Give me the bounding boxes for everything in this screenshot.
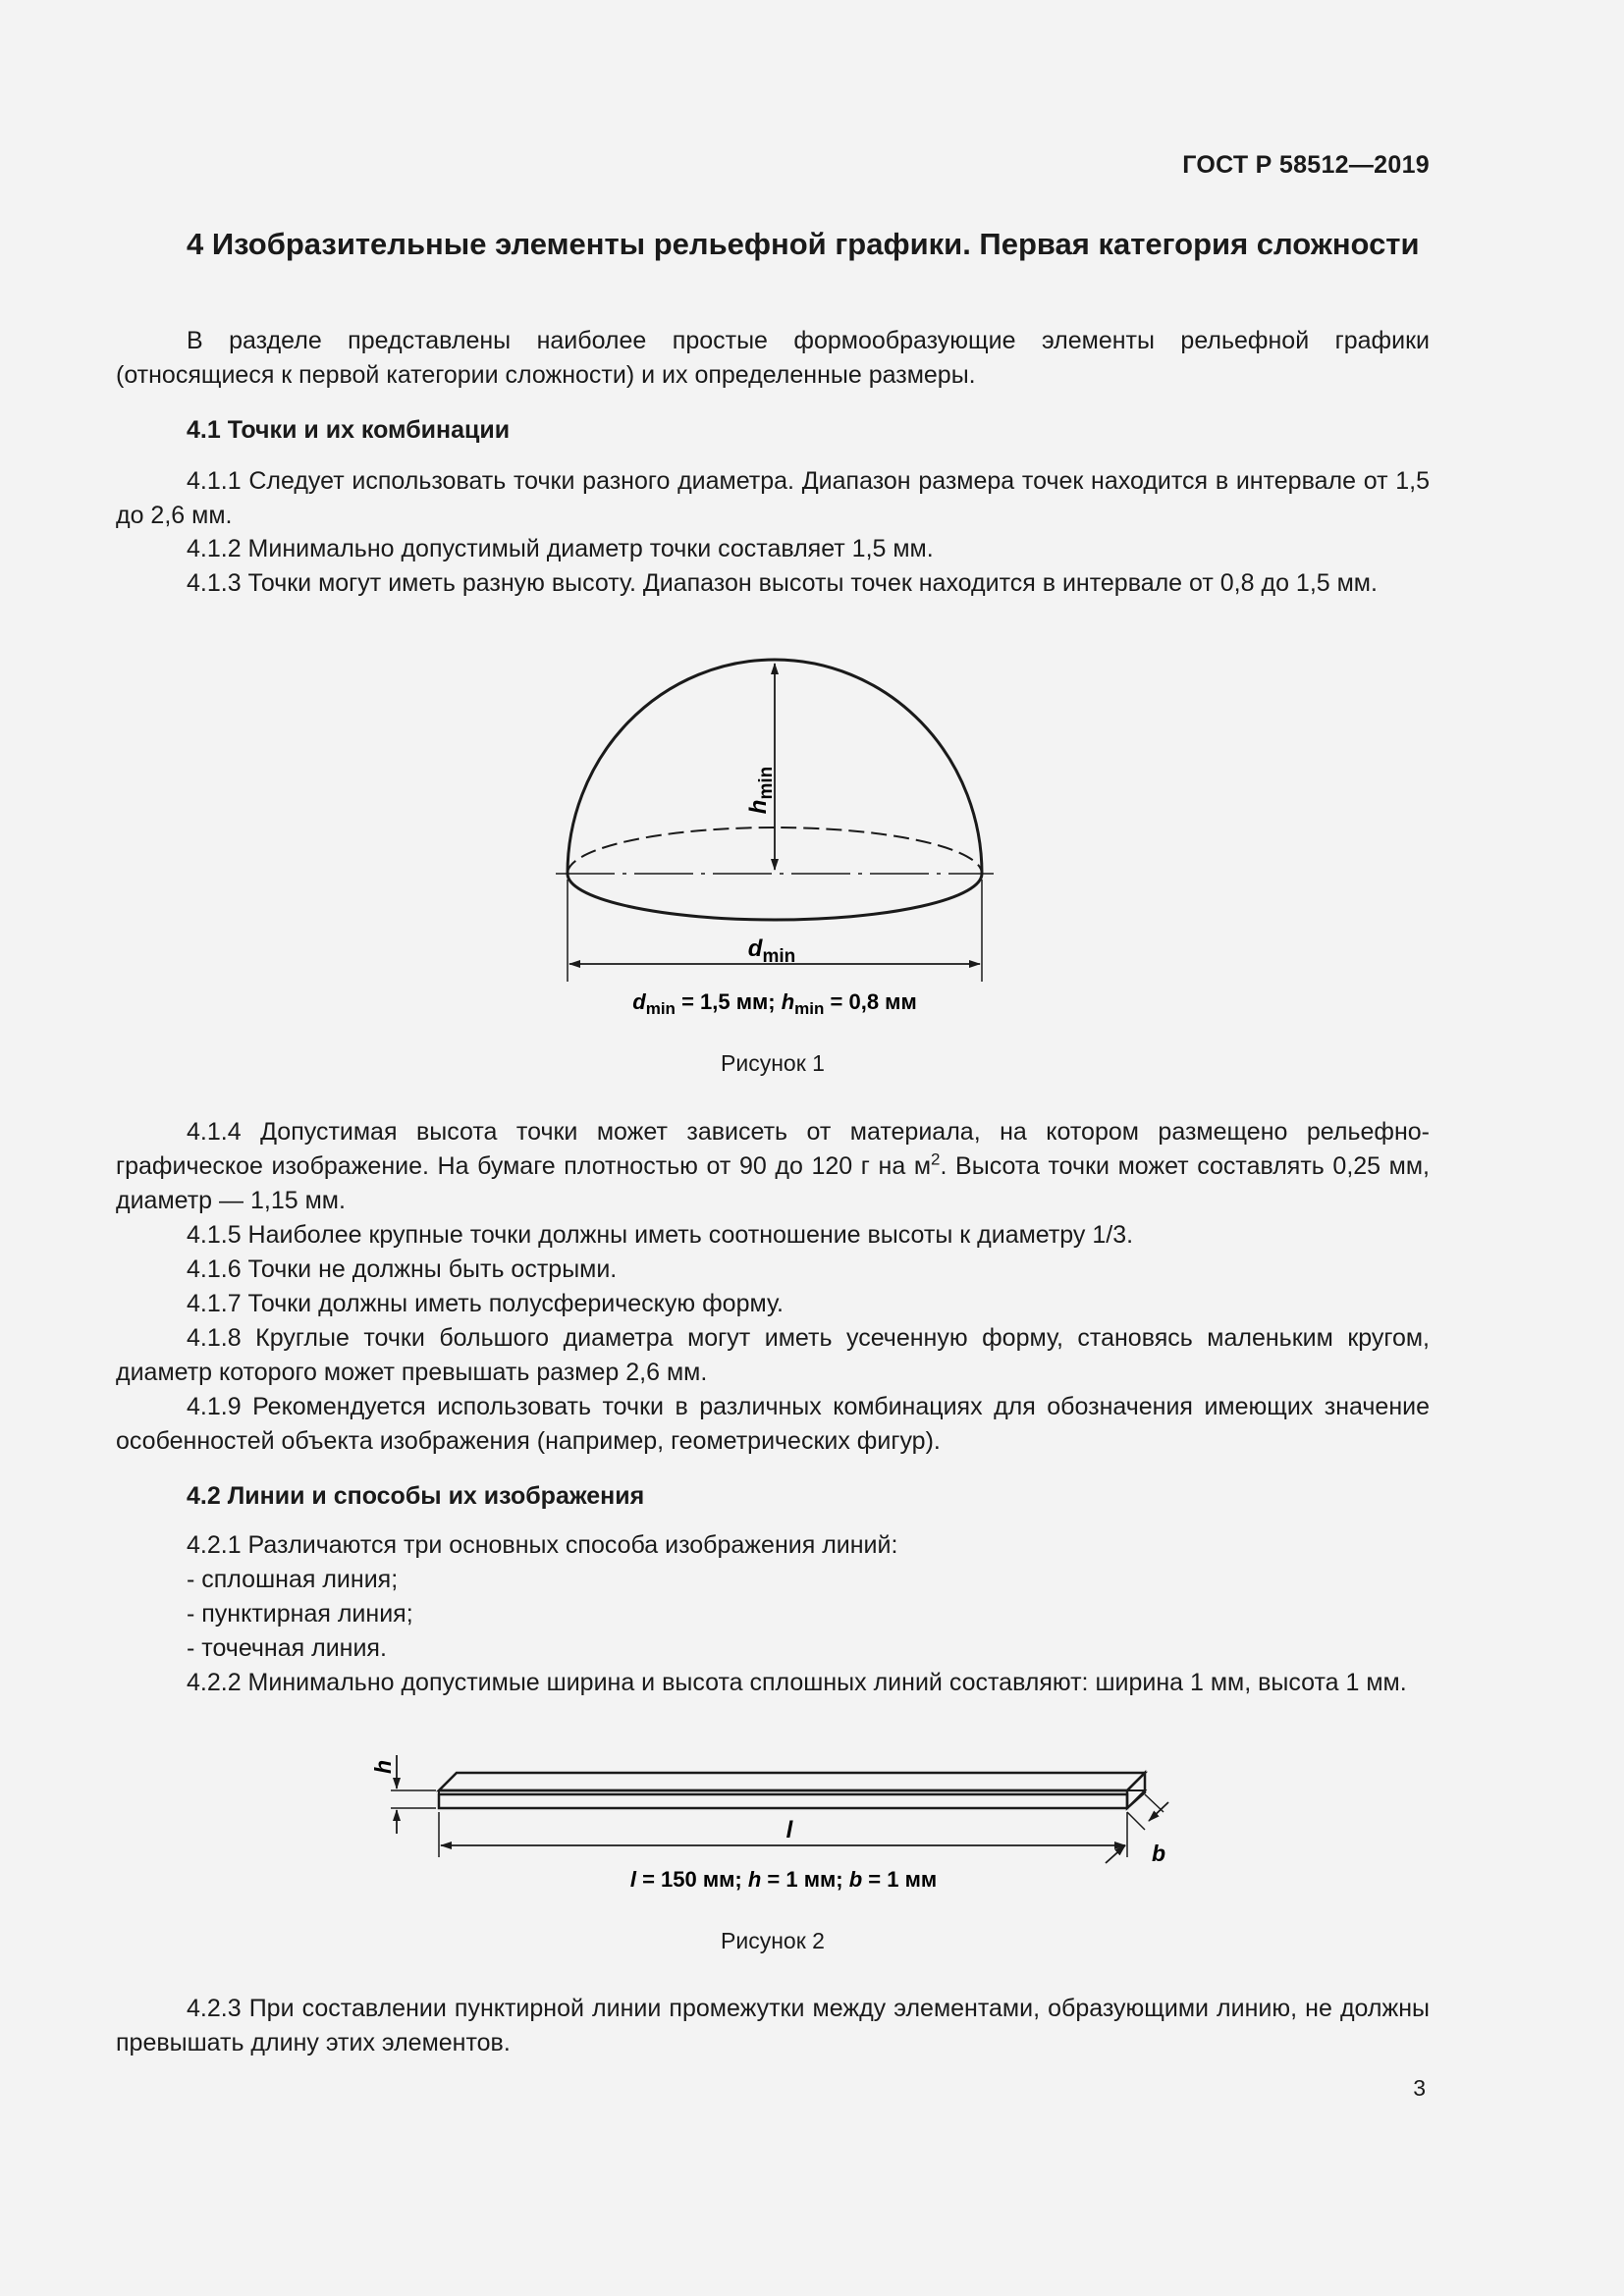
- figure-1-dot-diagram: [550, 652, 1011, 1025]
- formula-part: d: [632, 989, 646, 1014]
- paragraph-4-2-1: 4.2.1 Различаются три основных способа изображения линий:: [187, 1531, 898, 1559]
- paragraph-4-1-7: 4.1.7 Точки должны иметь полусферическую форму.: [187, 1290, 784, 1317]
- figure-1-caption: Рисунок 1: [721, 1050, 825, 1076]
- figure-2-line-diagram: [370, 1742, 1188, 1899]
- formula-part: = 1,5 мм;: [675, 989, 782, 1014]
- b-arrow-in: [1106, 1845, 1125, 1863]
- paragraph-4-1-3: 4.1.3 Точки могут иметь разную высоту. Диапазон высоты точек находится в интервале от 0,8 до 1,5 мм.: [187, 569, 1378, 597]
- formula-part: = 1 мм;: [761, 1867, 849, 1892]
- formula-part: h: [747, 1867, 762, 1892]
- bar-top-outline: [439, 1773, 1145, 1790]
- b-arrow-out: [1149, 1802, 1168, 1821]
- bar-front-face: [439, 1794, 1127, 1808]
- formula-part: = 150 мм;: [635, 1867, 748, 1892]
- paragraph-4-1-2: 4.1.2 Минимально допустимый диаметр точки составляет 1,5 мм.: [187, 535, 934, 562]
- diameter-label: $d_{min}$: [747, 935, 796, 967]
- formula-part: = 0,8 мм: [824, 989, 917, 1014]
- formula-part: b: [848, 1867, 863, 1892]
- b-label: b: [1151, 1841, 1166, 1866]
- paragraph-4-2-2: 4.2.2 Минимально допустимые ширина и высота сплошных линий составляют: ширина 1 мм, высота 1 мм.: [187, 1669, 1407, 1696]
- paragraph-4-1-4: 4.1.4 Допустимая высота точки может зависеть от материала, на котором размещено рельефнографическое изображение. На бумаге плотностью от 90 до 120 г на $м^2$. Высота точки может составлять 0,25 мм, диаметр — 1,15 мм.: [116, 1118, 1431, 1214]
- standard-id: ГОСТ Р 58512—2019: [1182, 151, 1430, 179]
- height-label: $h_{min}$: [745, 766, 777, 815]
- h-label: h: [370, 1759, 396, 1775]
- figure-1-dimensions: [632, 989, 916, 1018]
- formula-part: l: [629, 1867, 636, 1892]
- list-item-dashed: - пунктирная линия;: [187, 1600, 413, 1628]
- formula-part: min: [645, 999, 676, 1018]
- section-4-intro: В разделе представлены наиболее простые формообразующие элементы рельефной графики (относящиеся к первой категории сложности) и их определенные размеры.: [116, 327, 1430, 389]
- figure-2-dimensions: [630, 1867, 937, 1892]
- section-4-heading: 4 Изобразительные элементы рельефной графики. Первая категория сложности: [187, 227, 1420, 261]
- section-4-2-heading: 4.2 Линии и способы их изображения: [187, 1482, 645, 1510]
- page-number: 3: [1413, 2075, 1426, 2101]
- l-label: l: [785, 1817, 793, 1843]
- formula-part: = 1 мм: [862, 1867, 938, 1892]
- paragraph-4-1-9: 4.1.9 Рекомендуется использовать точки в различных комбинациях для обозначения имеющих значение особенностей объекта изображения (например, геометрических фигур).: [116, 1393, 1430, 1455]
- formula-part: min: [794, 999, 825, 1018]
- section-4-1-heading: 4.1 Точки и их комбинации: [187, 416, 511, 444]
- paragraph-4-2-3: 4.2.3 При составлении пунктирной линии промежутки между элементами, образующими линию, не должны превышать длину этих элементов.: [116, 1995, 1430, 2056]
- formula-part: h: [781, 989, 795, 1014]
- paragraph-4-1-5: 4.1.5 Наиболее крупные точки должны иметь соотношение высоты к диаметру 1/3.: [187, 1221, 1134, 1249]
- paragraph-4-1-1: 4.1.1 Следует использовать точки разного диаметра. Диапазон размера точек находится в интервале от 1,5 до 2,6 мм.: [116, 467, 1430, 529]
- paragraph-4-1-6: 4.1.6 Точки не должны быть острыми.: [187, 1255, 618, 1283]
- list-item-solid: - сплошная линия;: [187, 1566, 399, 1593]
- figure-2-caption: Рисунок 2: [721, 1928, 825, 1953]
- list-item-dotted: - точечная линия.: [187, 1634, 387, 1662]
- base-ellipse-front: [568, 874, 982, 920]
- paragraph-4-1-8: 4.1.8 Круглые точки большого диаметра могут иметь усеченную форму, становясь маленьким кругом, диаметр которого может превышать размер 2,6 мм.: [116, 1324, 1430, 1386]
